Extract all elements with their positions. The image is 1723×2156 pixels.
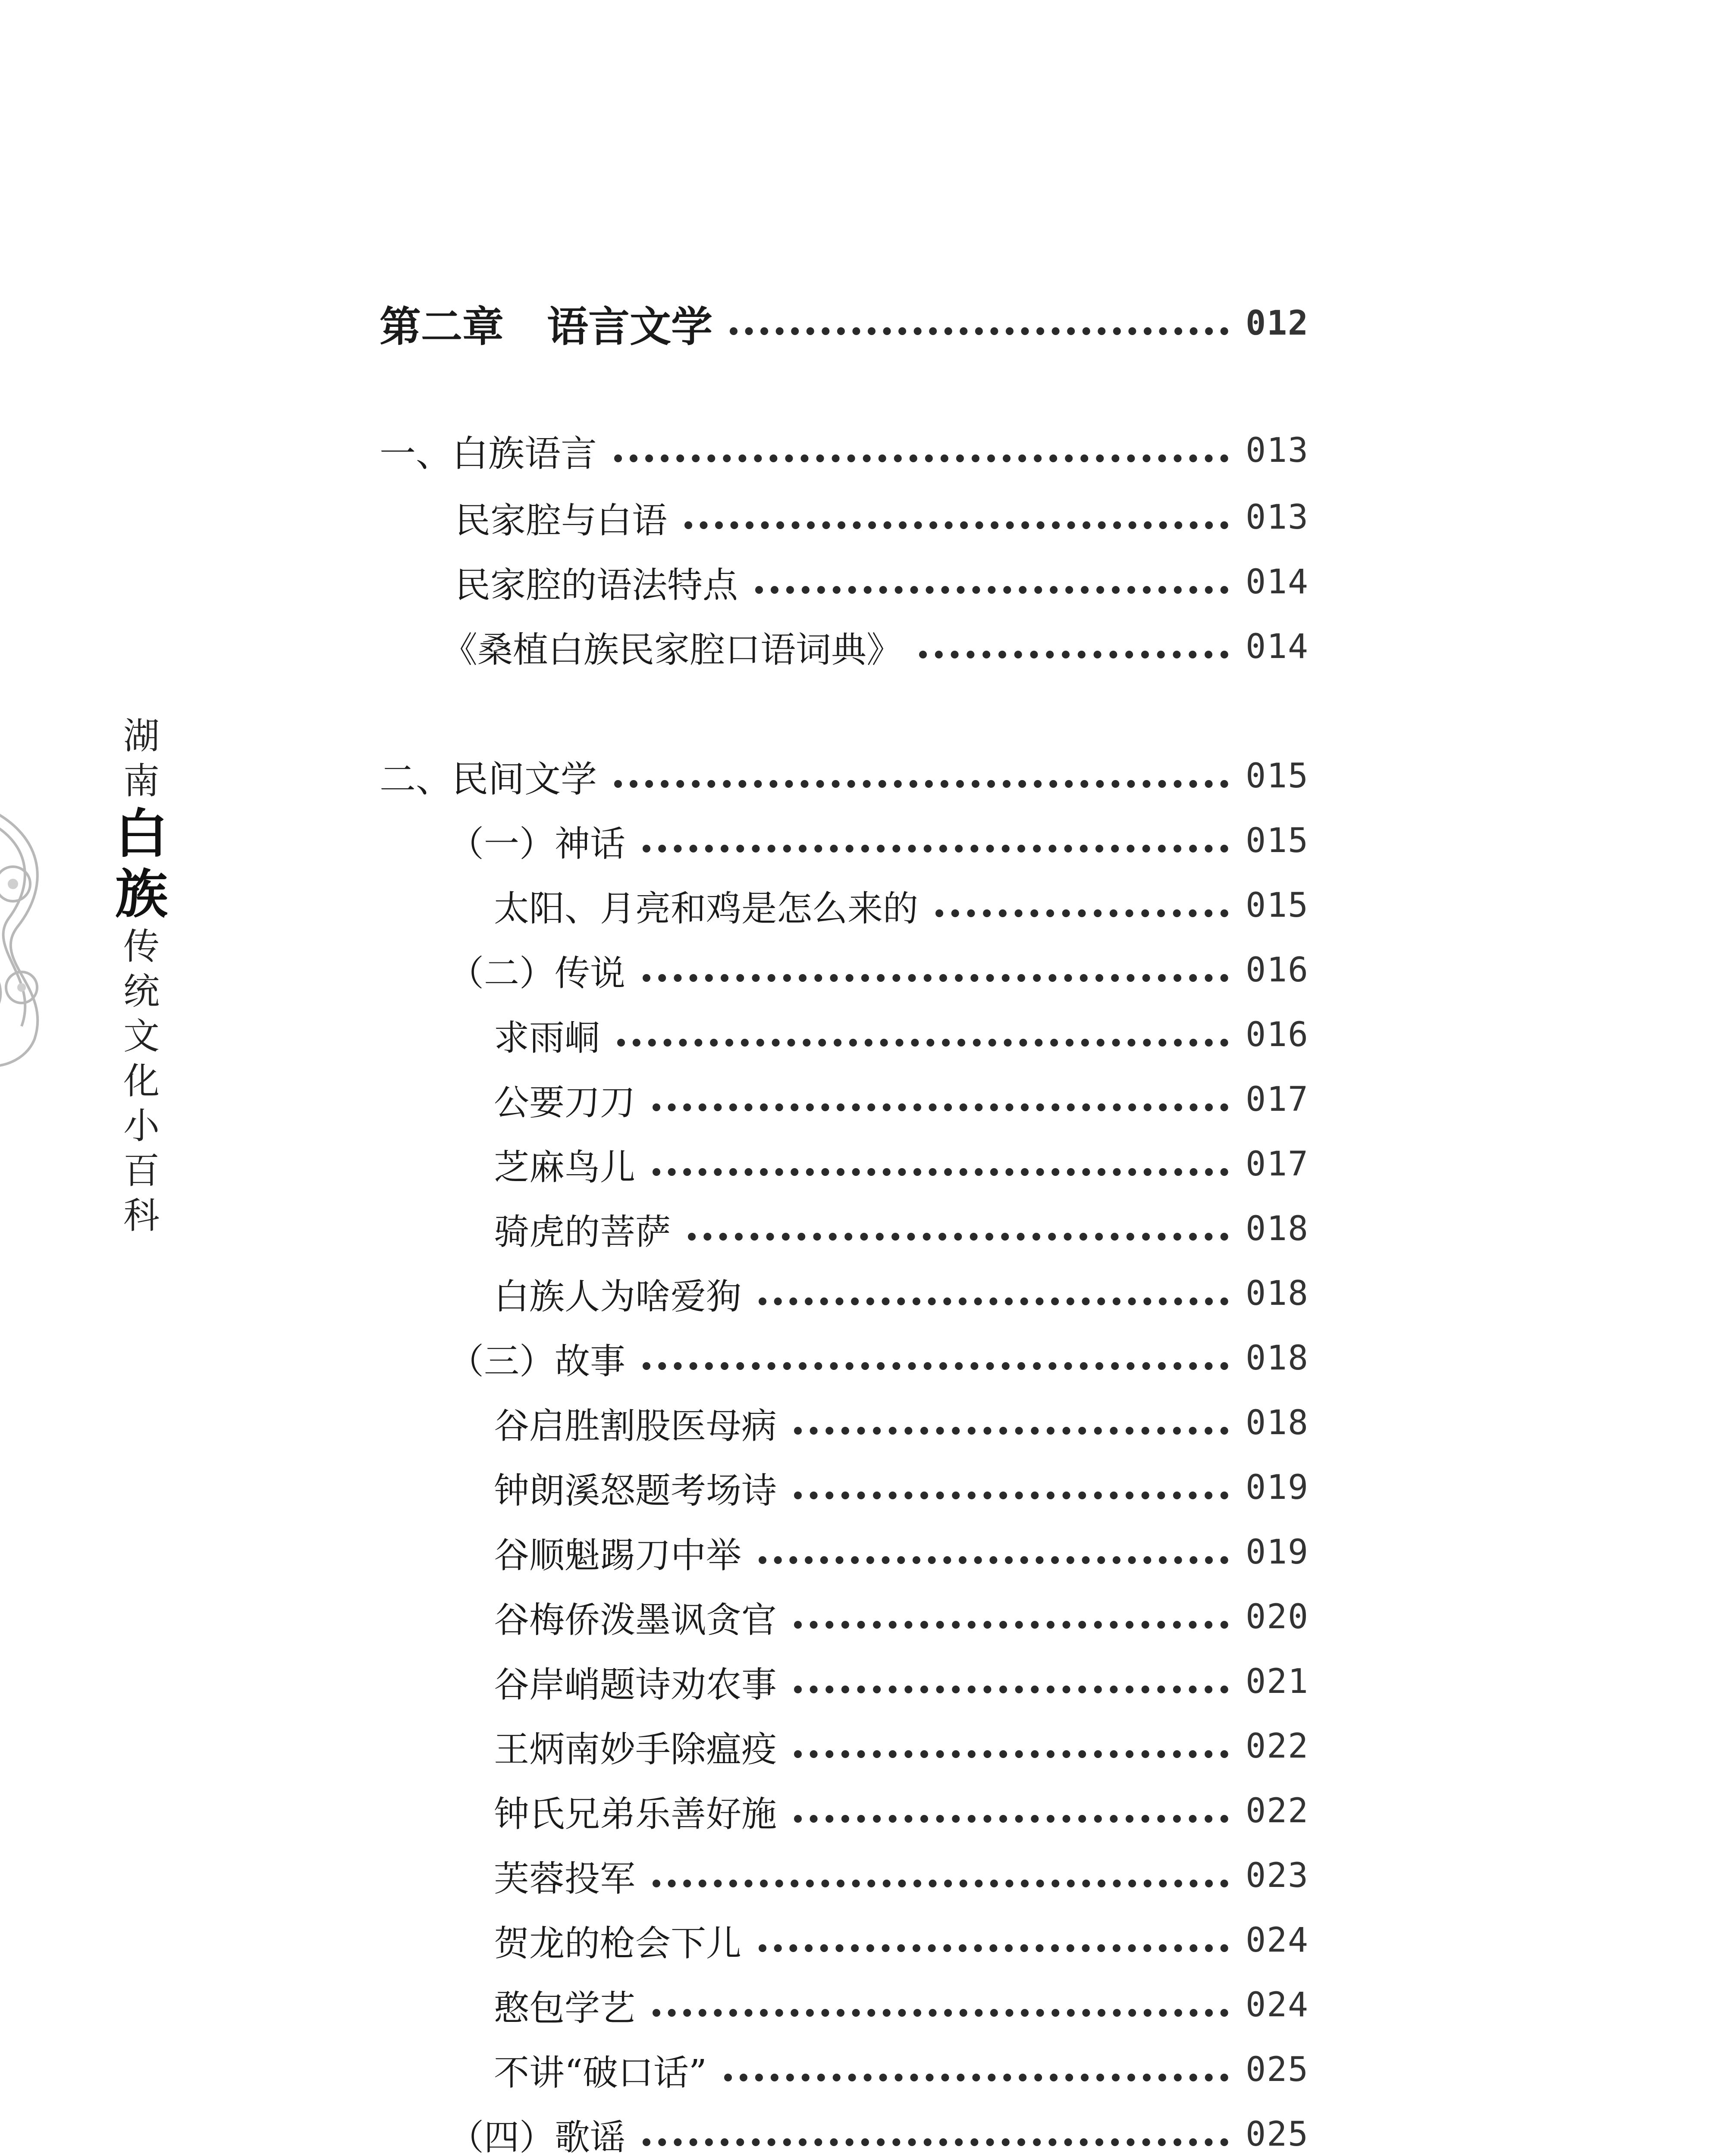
toc-entry-row[interactable] <box>494 1526 1309 1578</box>
leader-dots <box>794 1427 1228 1435</box>
entry-title: 王炳南妙手除瘟疫 <box>494 1729 777 1770</box>
toc-entry-row[interactable] <box>494 1268 1309 1319</box>
leader-dots <box>755 586 1228 594</box>
leader-dots <box>794 1492 1228 1499</box>
entry-title: 钟氏兄弟乐善好施 <box>494 1793 777 1835</box>
section-title: 一、白族语言 <box>380 432 597 475</box>
toc-entry-row[interactable] <box>494 1850 1309 1902</box>
page-number: 021 <box>1246 1662 1309 1701</box>
entry-title: 民家腔的语法特点 <box>455 564 738 606</box>
page-number: 025 <box>1246 2115 1309 2154</box>
leader-dots <box>759 1556 1228 1564</box>
toc-entry-row[interactable] <box>494 1785 1309 1837</box>
page-number: 016 <box>1246 1015 1309 1054</box>
spine-char: 百 <box>123 1150 160 1192</box>
group-title: （二）传说 <box>449 953 626 994</box>
spine-char-large: 白 <box>115 802 168 865</box>
entry-title: 钟朗溪怒题考场诗 <box>494 1470 777 1511</box>
page-number: 014 <box>1246 563 1309 602</box>
page-number: 014 <box>1246 627 1309 666</box>
page-number: 016 <box>1246 951 1309 990</box>
page-number: 018 <box>1246 1339 1309 1378</box>
leader-dots <box>794 1686 1228 1693</box>
leader-dots <box>730 327 1228 335</box>
leader-dots <box>653 1168 1228 1176</box>
entry-title: 谷顺魁踢刀中举 <box>494 1535 742 1576</box>
spine-char: 统 <box>123 970 160 1012</box>
toc-group-row[interactable] <box>449 815 1309 867</box>
spine-char: 文 <box>123 1015 160 1057</box>
toc-chapter-row[interactable] <box>380 298 1309 349</box>
toc-entry-row[interactable] <box>494 1462 1309 1514</box>
entry-title: 求雨峒 <box>494 1017 600 1059</box>
page-number: 024 <box>1246 1921 1309 1960</box>
ornament-decoration <box>0 798 78 1074</box>
leader-dots <box>919 651 1228 658</box>
entry-title: 公要刀刀 <box>494 1082 636 1123</box>
toc-section-row[interactable] <box>380 425 1309 476</box>
toc-group-row[interactable] <box>449 1332 1309 1384</box>
book-spine-title <box>111 714 172 1238</box>
chapter-label: 第二章 <box>380 302 504 351</box>
leader-dots <box>614 454 1228 462</box>
entry-title: 芝麻鸟儿 <box>494 1147 636 1188</box>
page-number: 019 <box>1246 1533 1309 1572</box>
page-number: 018 <box>1246 1210 1309 1248</box>
spine-char: 小 <box>123 1105 160 1147</box>
toc-entry-row[interactable] <box>494 1074 1309 1125</box>
page-number: 013 <box>1246 431 1309 470</box>
leader-dots <box>653 2009 1228 2017</box>
toc-entry-row[interactable] <box>494 1656 1309 1708</box>
page-number: 025 <box>1246 2050 1309 2089</box>
entry-title: 憨包学艺 <box>494 1987 636 2029</box>
entry-title: 贺龙的枪会下儿 <box>494 1923 742 1964</box>
toc-entry-row[interactable] <box>494 1138 1309 1190</box>
group-title: （一）神话 <box>449 823 626 865</box>
leader-dots <box>794 1815 1228 1823</box>
page-number: 023 <box>1246 1856 1309 1895</box>
leader-dots <box>653 1103 1228 1111</box>
toc-entry-row[interactable] <box>494 1203 1309 1255</box>
group-title: （三）故事 <box>449 1341 626 1382</box>
spine-char: 科 <box>123 1194 160 1237</box>
leader-dots <box>643 845 1228 852</box>
toc-entry-row[interactable] <box>455 556 1309 608</box>
toc-entry-row[interactable] <box>442 621 1309 673</box>
entry-title: 《桑植白族民家腔口语词典》 <box>442 629 902 671</box>
entry-title: 谷启胜割股医母病 <box>494 1405 777 1447</box>
page-number: 018 <box>1246 1274 1309 1313</box>
spine-char: 南 <box>123 760 160 802</box>
entry-title: 谷岸峭题诗劝农事 <box>494 1664 777 1705</box>
leader-dots <box>688 1233 1228 1241</box>
leader-dots <box>614 780 1228 788</box>
leader-dots <box>684 521 1228 529</box>
leader-dots <box>759 1297 1228 1305</box>
entry-title: 不讲“破口话” <box>494 2052 707 2093</box>
leader-dots <box>759 1944 1228 1952</box>
section-title: 二、民间文学 <box>380 758 597 800</box>
page-number: 022 <box>1246 1792 1309 1830</box>
page-number: 012 <box>1246 304 1309 343</box>
page-number: 013 <box>1246 498 1309 537</box>
toc-entry-row[interactable] <box>494 1915 1309 1966</box>
leader-dots <box>617 1039 1228 1047</box>
leader-dots <box>794 1621 1228 1629</box>
toc-entry-row[interactable] <box>494 1591 1309 1643</box>
leader-dots <box>643 2138 1228 2146</box>
page-number: 015 <box>1246 886 1309 925</box>
page-number: 015 <box>1246 821 1309 860</box>
entry-title: 民家腔与白语 <box>455 500 668 541</box>
page-number: 018 <box>1246 1404 1309 1442</box>
toc-entry-row[interactable] <box>494 1009 1309 1061</box>
leader-dots <box>653 1880 1228 1887</box>
entry-title: 太阳、月亮和鸡是怎么来的 <box>494 888 919 929</box>
spine-char: 湖 <box>123 715 160 757</box>
entry-title: 谷梅侨泼墨讽贪官 <box>494 1599 777 1641</box>
entry-title: 骑虎的菩萨 <box>494 1211 671 1253</box>
page-number: 019 <box>1246 1468 1309 1507</box>
entry-title: 芙蓉投军 <box>494 1858 636 1899</box>
leader-dots <box>643 974 1228 982</box>
toc-section-row[interactable] <box>380 750 1309 802</box>
page-number: 020 <box>1246 1598 1309 1636</box>
leader-dots <box>724 2074 1228 2081</box>
toc-entry-row[interactable] <box>494 1979 1309 2031</box>
chapter-title: 语言文学 <box>547 302 712 351</box>
entry-title: 白族人为啥爱狗 <box>494 1276 742 1317</box>
toc-entry-row[interactable] <box>494 1720 1309 1772</box>
toc-group-row[interactable] <box>449 944 1309 996</box>
toc-entry-row[interactable] <box>494 2044 1309 2096</box>
toc-entry-row[interactable] <box>494 880 1309 931</box>
leader-dots <box>794 1750 1228 1758</box>
toc-entry-row[interactable] <box>494 1397 1309 1449</box>
group-title: （四）歌谣 <box>449 2117 626 2156</box>
page-number: 017 <box>1246 1080 1309 1119</box>
page-number: 022 <box>1246 1727 1309 1766</box>
leader-dots <box>643 1362 1228 1370</box>
spine-char: 化 <box>123 1060 160 1102</box>
page-number: 015 <box>1246 757 1309 796</box>
toc-entry-row[interactable] <box>455 492 1309 543</box>
toc-group-row[interactable] <box>449 2109 1309 2156</box>
page-number: 024 <box>1246 1986 1309 2024</box>
spine-char: 传 <box>123 925 160 968</box>
spine-char-large: 族 <box>115 863 168 925</box>
page-number: 017 <box>1246 1145 1309 1184</box>
leader-dots <box>935 909 1228 917</box>
